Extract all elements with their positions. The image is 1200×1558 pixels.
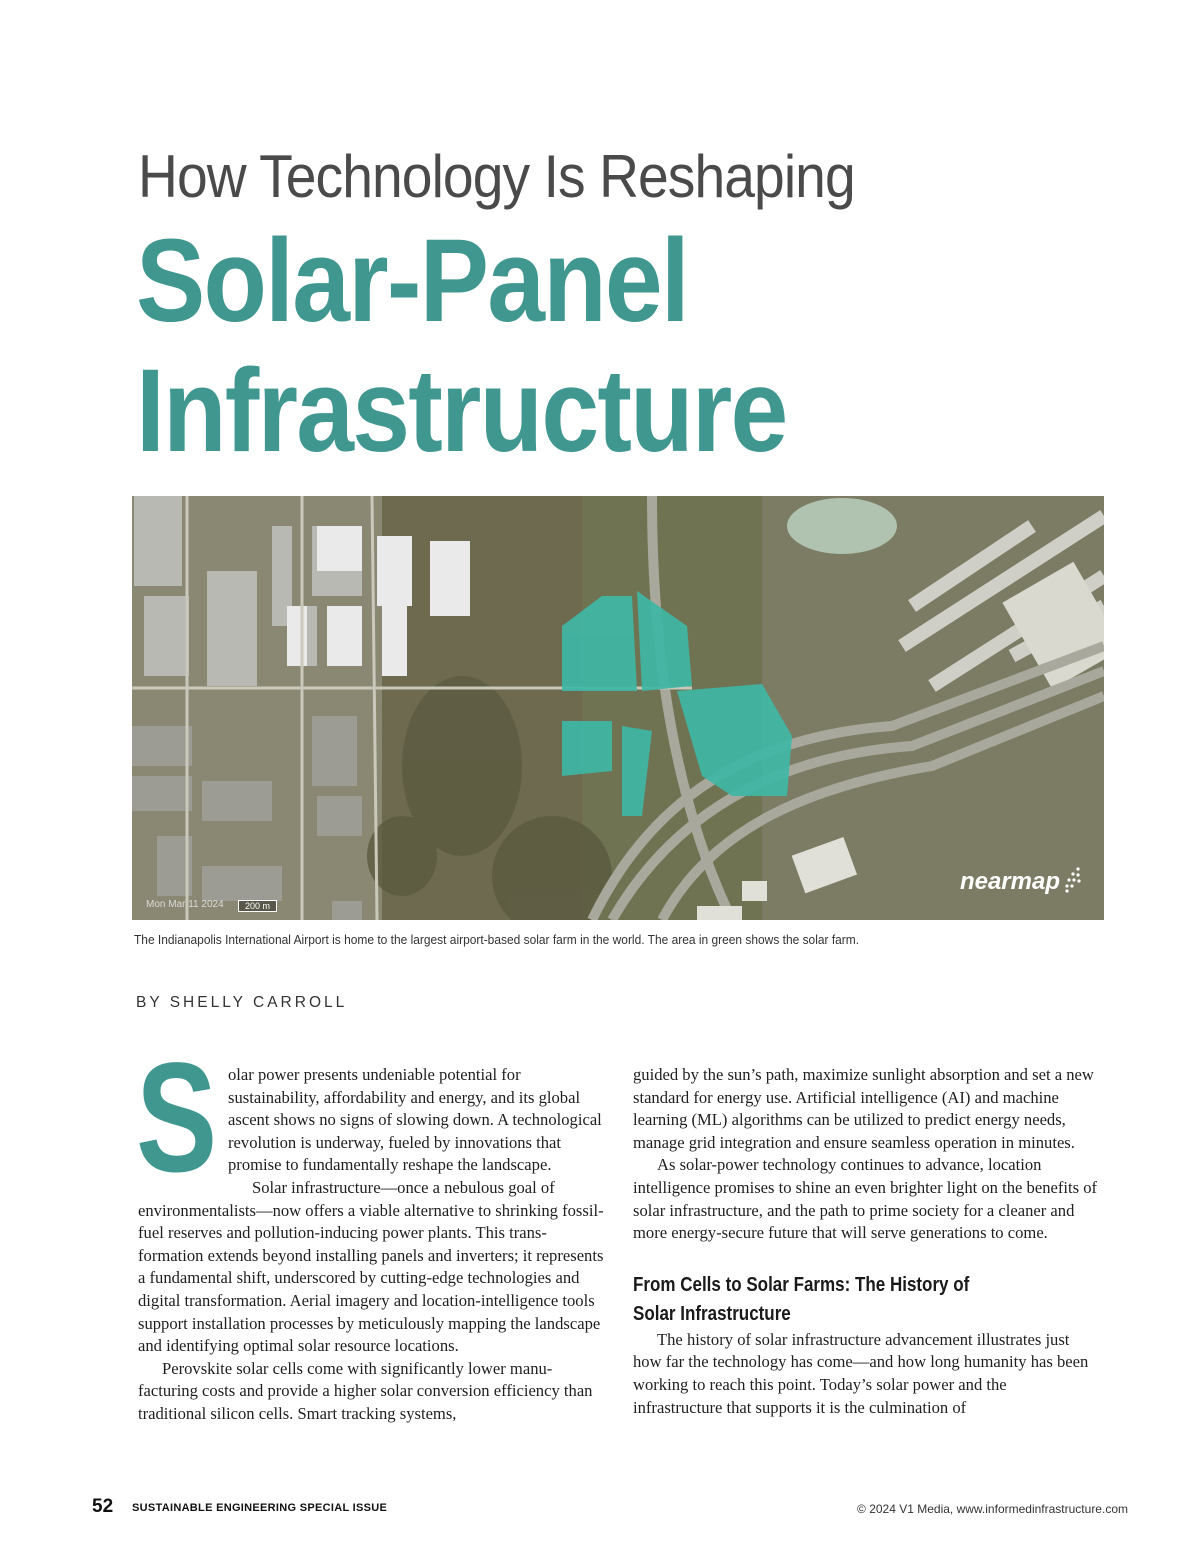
drop-cap: S — [136, 1031, 218, 1205]
paragraph-tracking: guided by the sun’s path, maximize sunlight absorption and set a new standard for energy use. Artificial intelligence (AI) and machine learning (ML) algorithms can be utilized to predict energy needs, manage grid integration and ensure seamless operation in minutes. — [633, 1065, 1094, 1152]
article-kicker: How Technology Is Reshaping — [138, 143, 855, 210]
article-column-left — [136, 1031, 604, 1426]
headline-line-1: Solar-Panel — [136, 215, 688, 347]
headline-line-2: Infrastructure — [136, 345, 787, 477]
section-subhead-line-1: From Cells to Solar Farms: The History of — [633, 1273, 970, 1296]
page-number: 52 — [92, 1496, 114, 1517]
paragraph-intro: olar power presents undeniable potential for sustainability, affordability and energy, and its global ascent shows no signs of slowing down. A technological revolution is underway, fueled by innovations that promise to fundamentally reshape the landscape. — [228, 1065, 602, 1175]
photo-scale-bar: 200 m — [238, 900, 277, 912]
paragraph-perovskite: Perovskite solar cells come with significantly lower manufacturing costs and provide a higher solar conversion efficiency than traditional silicon cells. Smart tracking systems, — [138, 1358, 593, 1423]
publication-name: SUSTAINABLE ENGINEERING SPECIAL ISSUE — [132, 1502, 388, 1514]
aerial-photo-graphic — [132, 496, 1104, 920]
nearmap-logo-icon — [1064, 866, 1082, 894]
nearmap-watermark: nearmap — [959, 868, 1060, 895]
aerial-photo — [132, 496, 1104, 920]
photo-date-stamp: Mon Mar 11 2024 — [146, 899, 224, 910]
paragraph-infrastructure: Solar infrastructure—once a nebulous goal of environmentalists—now offers a viable alternative to shrinking fossil-fuel reserves and pollution-inducing power plants. This transformation extends beyond installing panels and inverters; it represents a fundamental shift, underscored by cutting-edge technologies and digital transformation. Aerial imagery and location-intelligence tools support installation processes by meticulously mapping the landscape and identifying optimal solar resource locations. — [138, 1177, 604, 1356]
page-footer — [92, 1498, 1128, 1522]
article-column-right — [633, 1064, 1099, 1419]
paragraph-history: The history of solar infrastructure advancement illustrates just how far the technology has come—and how long humanity has been working to reach this point. Today’s solar power and the infrastructure that supports it is the culmination of — [633, 1329, 1089, 1417]
section-subhead-line-2: Solar Infrastructure — [633, 1302, 791, 1325]
photo-caption: The Indianapolis International Airport is home to the largest airport-based solar farm in the world. The area in green shows the solar farm. — [134, 932, 860, 947]
paragraph-location-intelligence: As solar-power technology continues to advance, location intelligence promises to shine an even brighter light on the benefits of solar infrastructure, and the path to prime society for a cleaner and more energy-secure future that will serve generations to come. — [633, 1155, 1098, 1243]
copyright-notice: © 2024 V1 Media, www.informedinfrastructure.com — [857, 1502, 1128, 1516]
byline: BY SHELLY CARROLL — [136, 994, 348, 1011]
